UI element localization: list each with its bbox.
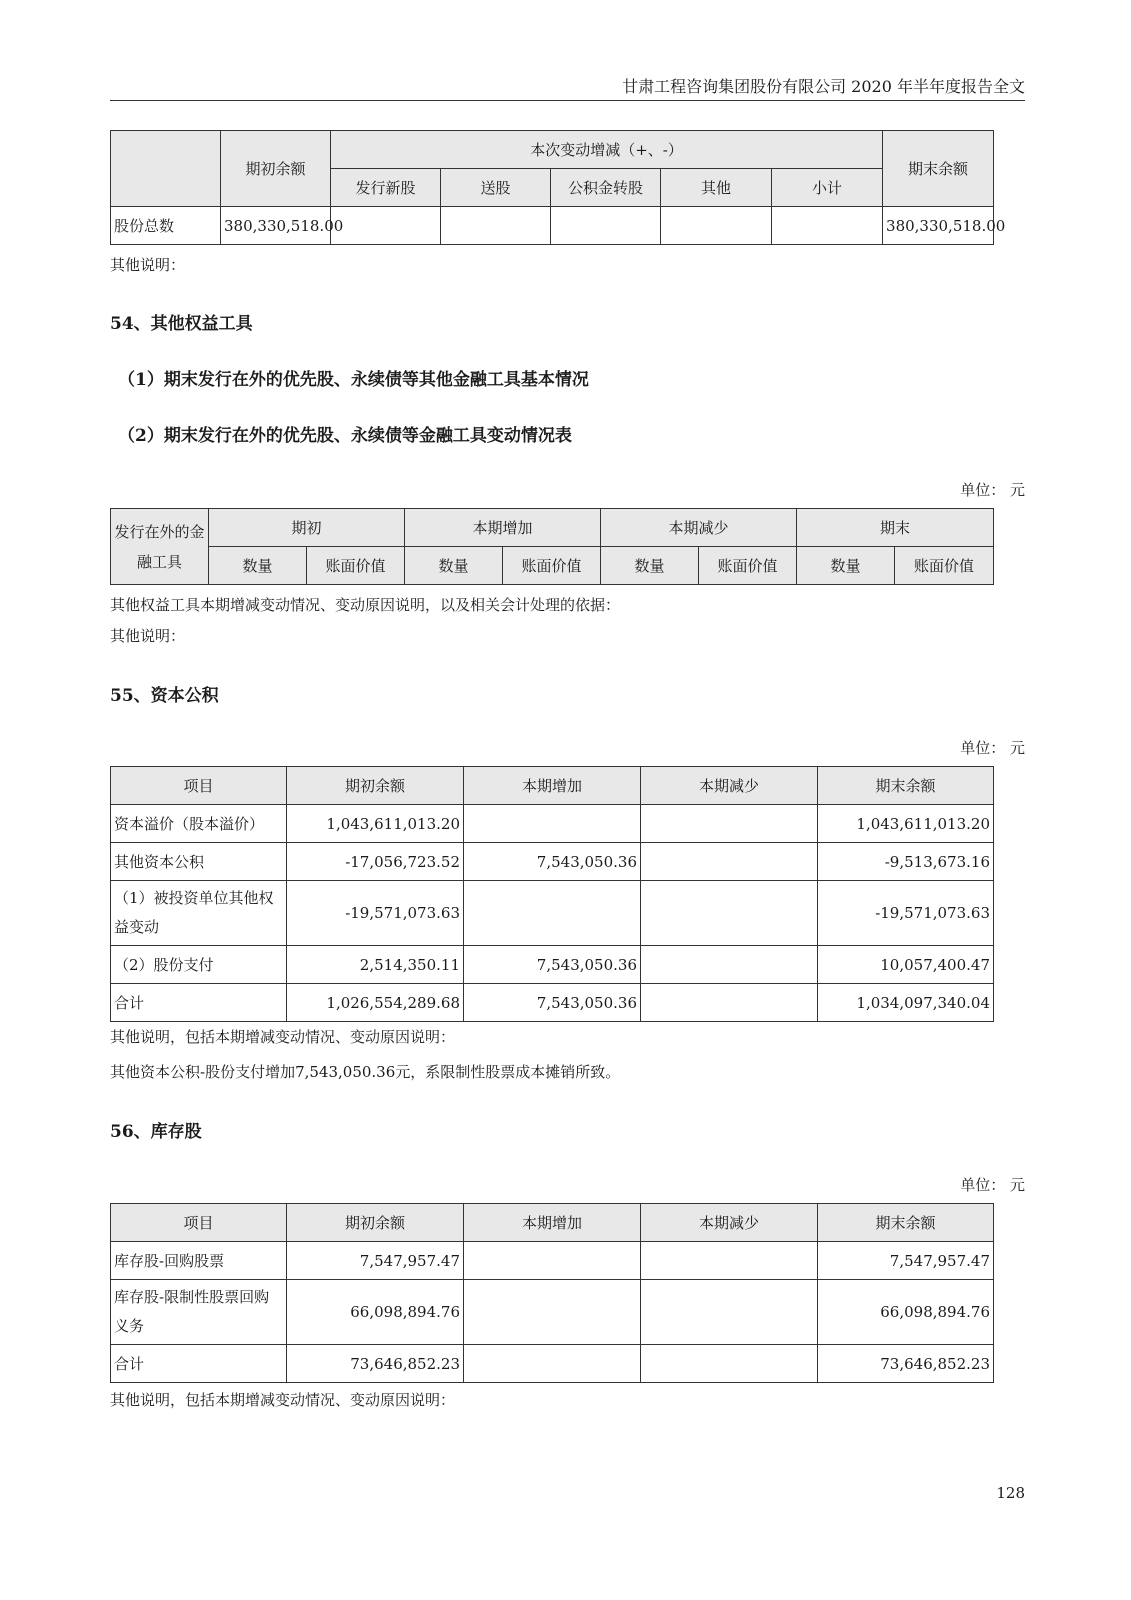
equity-instruments-table — [110, 508, 994, 585]
section-55-title: 55、资本公积 — [110, 686, 219, 706]
cell-increase — [464, 1280, 641, 1345]
page-header: 甘肃工程咨询集团股份有限公司 2020 年半年度报告全文 — [622, 77, 1025, 96]
section-55-note1: 其他说明，包括本期增减变动情况、变动原因说明： — [110, 1028, 456, 1046]
table-row — [111, 805, 994, 843]
col-begin-header: 期初余额 — [221, 131, 331, 207]
cell-end: 1,034,097,340.04 — [818, 984, 994, 1022]
blank-header-cell — [111, 131, 221, 207]
section-54-sub2: （2）期末发行在外的优先股、永续债等金融工具变动情况表 — [118, 426, 572, 446]
table-row — [111, 207, 994, 245]
cell-increase: 7,543,050.36 — [464, 843, 641, 881]
cell-empty — [551, 207, 661, 245]
share-note: 其他说明： — [110, 256, 186, 274]
cell-decrease — [641, 843, 818, 881]
cell-empty — [441, 207, 551, 245]
header-divider — [110, 100, 1025, 101]
group-decrease: 本期减少 — [601, 509, 797, 547]
header-end: 期末余额 — [818, 767, 994, 805]
cell-begin: 73,646,852.23 — [287, 1345, 464, 1383]
row-item: 库存股-回购股票 — [111, 1242, 287, 1280]
subcol-book-value: 账面价值 — [307, 547, 405, 585]
table-row — [111, 1242, 994, 1280]
cell-decrease — [641, 946, 818, 984]
header-begin: 期初余额 — [287, 767, 464, 805]
treasury-stock-table — [110, 1203, 994, 1383]
cell-decrease — [641, 1242, 818, 1280]
cell-empty — [661, 207, 772, 245]
cell-begin: 7,547,957.47 — [287, 1242, 464, 1280]
cell-increase: 7,543,050.36 — [464, 984, 641, 1022]
cell-empty — [331, 207, 441, 245]
row-item: 合计 — [111, 984, 287, 1022]
col-change-header: 本次变动增减（+、-） — [331, 131, 883, 169]
subcol-qty: 数量 — [797, 547, 895, 585]
cell-end: -19,571,073.63 — [818, 881, 994, 946]
cell-end: 73,646,852.23 — [818, 1345, 994, 1383]
subcol-book-value: 账面价值 — [699, 547, 797, 585]
section-54-title: 54、其他权益工具 — [110, 314, 253, 334]
section-54-sub1: （1）期末发行在外的优先股、永续债等其他金融工具基本情况 — [118, 370, 589, 390]
cell-decrease — [641, 805, 818, 843]
table-row — [111, 843, 994, 881]
table-row-total — [111, 1345, 994, 1383]
subcol-qty: 数量 — [601, 547, 699, 585]
cell-increase — [464, 881, 641, 946]
section-54-note2: 其他说明： — [110, 627, 186, 645]
row-item: 合计 — [111, 1345, 287, 1383]
cell-decrease — [641, 881, 818, 946]
cell-increase — [464, 1242, 641, 1280]
subcol-book-value: 账面价值 — [895, 547, 994, 585]
table-row — [111, 1280, 994, 1345]
capital-reserve-table — [110, 766, 994, 1022]
header-decrease: 本期减少 — [641, 1204, 818, 1242]
row-item: 资本溢价（股本溢价） — [111, 805, 287, 843]
row-item: （2）股份支付 — [111, 946, 287, 984]
cell-begin: 66,098,894.76 — [287, 1280, 464, 1345]
row-label: 股份总数 — [111, 207, 221, 245]
section-54-note1: 其他权益工具本期增减变动情况、变动原因说明，以及相关会计处理的依据： — [110, 596, 621, 614]
header-end: 期末余额 — [818, 1204, 994, 1242]
cell-begin: 1,026,554,289.68 — [287, 984, 464, 1022]
cell-end: 380,330,518.00 — [883, 207, 994, 245]
table-row-total — [111, 984, 994, 1022]
header-increase: 本期增加 — [464, 1204, 641, 1242]
subcol-new-issue: 发行新股 — [331, 169, 441, 207]
subcol-subtotal: 小计 — [772, 169, 883, 207]
section-56-note: 其他说明，包括本期增减变动情况、变动原因说明： — [110, 1391, 456, 1409]
cell-begin: -19,571,073.63 — [287, 881, 464, 946]
unit-label: 单位： 元 — [960, 739, 1025, 757]
group-end: 期末 — [797, 509, 994, 547]
cell-increase: 7,543,050.36 — [464, 946, 641, 984]
cell-empty — [772, 207, 883, 245]
row-item: 其他资本公积 — [111, 843, 287, 881]
header-item: 项目 — [111, 1204, 287, 1242]
table-row — [111, 946, 994, 984]
header-decrease: 本期减少 — [641, 767, 818, 805]
cell-increase — [464, 805, 641, 843]
cell-end: 10,057,400.47 — [818, 946, 994, 984]
subcol-qty: 数量 — [405, 547, 503, 585]
cell-begin: 1,043,611,013.20 — [287, 805, 464, 843]
subcol-other: 其他 — [661, 169, 772, 207]
cell-decrease — [641, 984, 818, 1022]
share-capital-table — [110, 130, 1006, 245]
group-begin: 期初 — [209, 509, 405, 547]
subcol-book-value: 账面价值 — [503, 547, 601, 585]
cell-end: -9,513,673.16 — [818, 843, 994, 881]
cell-end: 7,547,957.47 — [818, 1242, 994, 1280]
header-item: 项目 — [111, 767, 287, 805]
subcol-reserve-conversion: 公积金转股 — [551, 169, 661, 207]
header-increase: 本期增加 — [464, 767, 641, 805]
col-instrument-header: 发行在外的金融工具 — [111, 509, 209, 585]
page-number: 128 — [996, 1484, 1025, 1502]
subcol-qty: 数量 — [209, 547, 307, 585]
cell-end: 1,043,611,013.20 — [818, 805, 994, 843]
header-begin: 期初余额 — [287, 1204, 464, 1242]
cell-begin: 2,514,350.11 — [287, 946, 464, 984]
cell-begin: -17,056,723.52 — [287, 843, 464, 881]
subcol-bonus-share: 送股 — [441, 169, 551, 207]
section-55-note2: 其他资本公积-股份支付增加7,543,050.36元，系限制性股票成本摊销所致。 — [110, 1063, 621, 1081]
section-56-title: 56、库存股 — [110, 1122, 202, 1142]
table-row — [111, 881, 994, 946]
col-end-header: 期末余额 — [883, 131, 994, 207]
unit-label: 单位： 元 — [960, 481, 1025, 499]
cell-begin: 380,330,518.00 — [221, 207, 331, 245]
row-item: （1）被投资单位其他权益变动 — [111, 881, 287, 946]
cell-end: 66,098,894.76 — [818, 1280, 994, 1345]
group-increase: 本期增加 — [405, 509, 601, 547]
cell-increase — [464, 1345, 641, 1383]
cell-decrease — [641, 1345, 818, 1383]
row-item: 库存股-限制性股票回购义务 — [111, 1280, 287, 1345]
unit-label: 单位： 元 — [960, 1176, 1025, 1194]
cell-decrease — [641, 1280, 818, 1345]
